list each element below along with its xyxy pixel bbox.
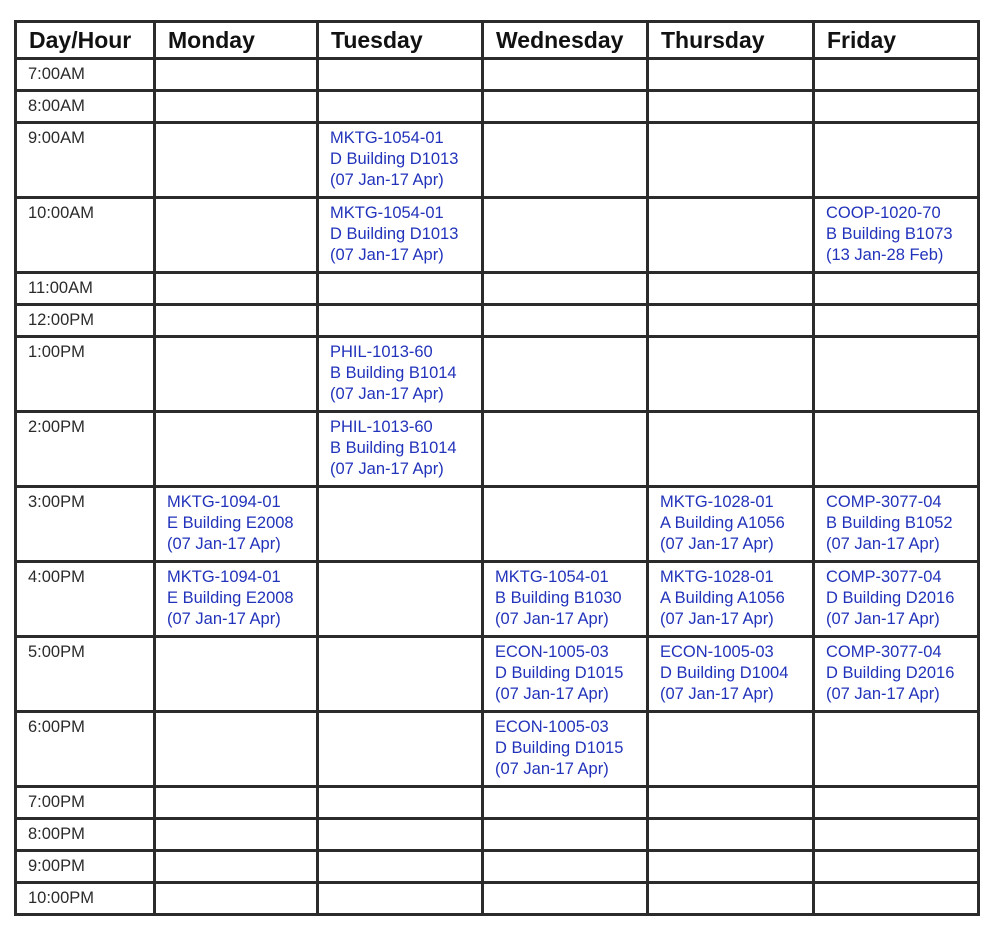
hour-label: 7:00AM <box>16 59 155 91</box>
schedule-row <box>16 273 979 305</box>
empty-slot-friday <box>814 337 979 412</box>
schedule-row <box>16 487 979 562</box>
hour-label: 1:00PM <box>16 337 155 412</box>
empty-slot-tuesday <box>318 273 483 305</box>
course-code: COMP-3077-04 <box>826 643 942 661</box>
schedule-row <box>16 123 979 198</box>
header-monday: Monday <box>155 22 318 59</box>
schedule-header <box>16 22 979 59</box>
course-code: MKTG-1054-01 <box>330 129 444 147</box>
class-slot-wednesday[interactable] <box>483 712 648 787</box>
hour-label: 5:00PM <box>16 637 155 712</box>
empty-slot-monday <box>155 91 318 123</box>
schedule-row <box>16 91 979 123</box>
empty-slot-wednesday <box>483 305 648 337</box>
empty-slot-thursday <box>648 273 814 305</box>
course-code: MKTG-1028-01 <box>660 568 774 586</box>
course-code: COOP-1020-70 <box>826 204 941 222</box>
course-dates: (07 Jan-17 Apr) <box>330 460 444 478</box>
course-code: MKTG-1054-01 <box>330 204 444 222</box>
empty-slot-friday <box>814 412 979 487</box>
empty-slot-thursday <box>648 305 814 337</box>
empty-slot-tuesday <box>318 91 483 123</box>
course-dates: (07 Jan-17 Apr) <box>167 610 281 628</box>
empty-slot-monday <box>155 305 318 337</box>
class-slot-tuesday[interactable] <box>318 337 483 412</box>
empty-slot-thursday <box>648 91 814 123</box>
empty-slot-tuesday <box>318 59 483 91</box>
empty-slot-thursday <box>648 787 814 819</box>
course-room: B Building B1014 <box>330 439 457 457</box>
empty-slot-monday <box>155 819 318 851</box>
empty-slot-monday <box>155 412 318 487</box>
empty-slot-thursday <box>648 712 814 787</box>
empty-slot-monday <box>155 123 318 198</box>
empty-slot-friday <box>814 91 979 123</box>
course-dates: (13 Jan-28 Feb) <box>826 246 944 264</box>
empty-slot-wednesday <box>483 337 648 412</box>
header-tuesday: Tuesday <box>318 22 483 59</box>
hour-label: 8:00AM <box>16 91 155 123</box>
class-slot-tuesday[interactable] <box>318 412 483 487</box>
empty-slot-friday <box>814 883 979 915</box>
class-slot-monday[interactable] <box>155 562 318 637</box>
course-dates: (07 Jan-17 Apr) <box>330 385 444 403</box>
hour-label: 2:00PM <box>16 412 155 487</box>
class-slot-thursday[interactable] <box>648 637 814 712</box>
course-dates: (07 Jan-17 Apr) <box>330 246 444 264</box>
course-room: D Building D1013 <box>330 225 459 243</box>
hour-label: 10:00PM <box>16 883 155 915</box>
header-wednesday: Wednesday <box>483 22 648 59</box>
course-dates: (07 Jan-17 Apr) <box>495 685 609 703</box>
course-code: COMP-3077-04 <box>826 493 942 511</box>
empty-slot-monday <box>155 273 318 305</box>
weekly-schedule-table <box>14 20 980 916</box>
course-dates: (07 Jan-17 Apr) <box>660 685 774 703</box>
course-room: D Building D1013 <box>330 150 459 168</box>
empty-slot-wednesday <box>483 198 648 273</box>
schedule-row <box>16 712 979 787</box>
course-room: B Building B1052 <box>826 514 953 532</box>
empty-slot-wednesday <box>483 91 648 123</box>
course-dates: (07 Jan-17 Apr) <box>660 535 774 553</box>
course-room: D Building D1015 <box>495 739 624 757</box>
empty-slot-monday <box>155 198 318 273</box>
course-dates: (07 Jan-17 Apr) <box>495 760 609 778</box>
empty-slot-thursday <box>648 123 814 198</box>
course-room: D Building D1015 <box>495 664 624 682</box>
empty-slot-tuesday <box>318 819 483 851</box>
empty-slot-friday <box>814 59 979 91</box>
course-dates: (07 Jan-17 Apr) <box>826 685 940 703</box>
course-dates: (07 Jan-17 Apr) <box>495 610 609 628</box>
hour-label: 10:00AM <box>16 198 155 273</box>
course-code: MKTG-1094-01 <box>167 568 281 586</box>
course-room: D Building D2016 <box>826 664 955 682</box>
course-code: MKTG-1094-01 <box>167 493 281 511</box>
course-room: E Building E2008 <box>167 589 294 607</box>
empty-slot-wednesday <box>483 412 648 487</box>
empty-slot-wednesday <box>483 59 648 91</box>
empty-slot-monday <box>155 851 318 883</box>
class-slot-thursday[interactable] <box>648 562 814 637</box>
empty-slot-thursday <box>648 412 814 487</box>
empty-slot-wednesday <box>483 123 648 198</box>
course-room: E Building E2008 <box>167 514 294 532</box>
empty-slot-thursday <box>648 819 814 851</box>
header-row <box>16 22 979 59</box>
schedule-row <box>16 562 979 637</box>
empty-slot-tuesday <box>318 305 483 337</box>
empty-slot-thursday <box>648 851 814 883</box>
class-slot-wednesday[interactable] <box>483 562 648 637</box>
empty-slot-friday <box>814 851 979 883</box>
schedule-row <box>16 198 979 273</box>
class-slot-tuesday[interactable] <box>318 198 483 273</box>
empty-slot-thursday <box>648 59 814 91</box>
course-code: PHIL-1013-60 <box>330 418 433 436</box>
schedule-row <box>16 337 979 412</box>
header-friday: Friday <box>814 22 979 59</box>
hour-label: 4:00PM <box>16 562 155 637</box>
class-slot-friday[interactable] <box>814 198 979 273</box>
empty-slot-wednesday <box>483 851 648 883</box>
hour-label: 6:00PM <box>16 712 155 787</box>
course-code: ECON-1005-03 <box>495 643 609 661</box>
course-code: COMP-3077-04 <box>826 568 942 586</box>
schedule-row <box>16 637 979 712</box>
empty-slot-friday <box>814 305 979 337</box>
hour-label: 12:00PM <box>16 305 155 337</box>
schedule-row <box>16 819 979 851</box>
course-dates: (07 Jan-17 Apr) <box>167 535 281 553</box>
course-dates: (07 Jan-17 Apr) <box>826 535 940 553</box>
empty-slot-tuesday <box>318 562 483 637</box>
course-code: MKTG-1054-01 <box>495 568 609 586</box>
schedule-body <box>16 59 979 915</box>
schedule-row <box>16 412 979 487</box>
empty-slot-friday <box>814 123 979 198</box>
class-slot-friday[interactable] <box>814 487 979 562</box>
course-dates: (07 Jan-17 Apr) <box>826 610 940 628</box>
hour-label: 9:00AM <box>16 123 155 198</box>
empty-slot-tuesday <box>318 487 483 562</box>
empty-slot-tuesday <box>318 637 483 712</box>
hour-label: 3:00PM <box>16 487 155 562</box>
empty-slot-tuesday <box>318 851 483 883</box>
course-room: D Building D2016 <box>826 589 955 607</box>
course-room: B Building B1030 <box>495 589 622 607</box>
empty-slot-tuesday <box>318 883 483 915</box>
hour-label: 9:00PM <box>16 851 155 883</box>
course-code: ECON-1005-03 <box>495 718 609 736</box>
empty-slot-friday <box>814 787 979 819</box>
course-room: A Building A1056 <box>660 589 785 607</box>
schedule-row <box>16 851 979 883</box>
empty-slot-monday <box>155 59 318 91</box>
empty-slot-thursday <box>648 337 814 412</box>
course-dates: (07 Jan-17 Apr) <box>330 171 444 189</box>
class-slot-friday[interactable] <box>814 637 979 712</box>
hour-label: 8:00PM <box>16 819 155 851</box>
empty-slot-thursday <box>648 198 814 273</box>
empty-slot-wednesday <box>483 819 648 851</box>
class-slot-friday[interactable] <box>814 562 979 637</box>
schedule-row <box>16 787 979 819</box>
header-thursday: Thursday <box>648 22 814 59</box>
schedule-row <box>16 59 979 91</box>
empty-slot-thursday <box>648 883 814 915</box>
class-slot-monday[interactable] <box>155 487 318 562</box>
course-room: B Building B1014 <box>330 364 457 382</box>
empty-slot-friday <box>814 273 979 305</box>
class-slot-tuesday[interactable] <box>318 123 483 198</box>
hour-label: 11:00AM <box>16 273 155 305</box>
empty-slot-wednesday <box>483 787 648 819</box>
course-code: ECON-1005-03 <box>660 643 774 661</box>
empty-slot-tuesday <box>318 712 483 787</box>
empty-slot-monday <box>155 637 318 712</box>
header-day-hour: Day/Hour <box>16 22 155 59</box>
course-room: D Building D1004 <box>660 664 789 682</box>
hour-label: 7:00PM <box>16 787 155 819</box>
empty-slot-monday <box>155 883 318 915</box>
course-room: A Building A1056 <box>660 514 785 532</box>
empty-slot-monday <box>155 787 318 819</box>
course-room: B Building B1073 <box>826 225 953 243</box>
empty-slot-friday <box>814 712 979 787</box>
class-slot-thursday[interactable] <box>648 487 814 562</box>
schedule-row <box>16 305 979 337</box>
empty-slot-monday <box>155 337 318 412</box>
empty-slot-wednesday <box>483 487 648 562</box>
empty-slot-friday <box>814 819 979 851</box>
course-code: PHIL-1013-60 <box>330 343 433 361</box>
empty-slot-wednesday <box>483 883 648 915</box>
empty-slot-tuesday <box>318 787 483 819</box>
empty-slot-monday <box>155 712 318 787</box>
schedule-row <box>16 883 979 915</box>
course-code: MKTG-1028-01 <box>660 493 774 511</box>
course-dates: (07 Jan-17 Apr) <box>660 610 774 628</box>
class-slot-wednesday[interactable] <box>483 637 648 712</box>
empty-slot-wednesday <box>483 273 648 305</box>
